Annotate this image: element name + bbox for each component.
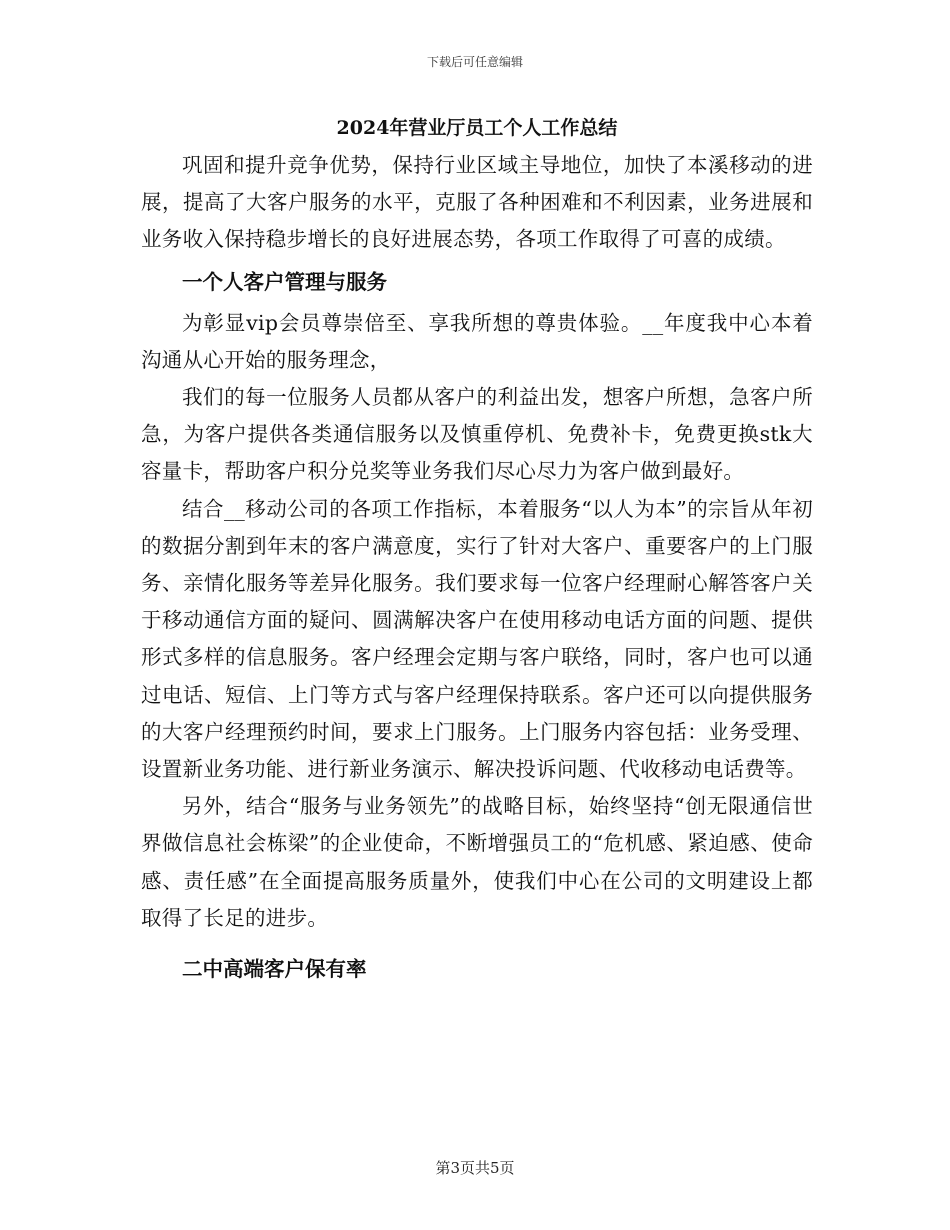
paragraph-company-targets: 结合__移动公司的各项工作指标，本着服务“以人为本”的宗旨从年初的数据分割到年末的客户满意度，实行了针对大客户、重要客户的上门服务、亲情化服务等差异化服务。我们要求每一位客户经理耐心解答客户关于移动通信方面的疑问、圆满解决客户在使用移动电话方面的问题、提供形式多样的信息服务。客户经理会定期与客户联络，同时，客户也可以通过电话、短信、上门等方式与客户经理保持联系。客户还可以向提供服务的大客户经理预约时间，要求上门服务。上门服务内容包括：业务受理、设置新业务功能、进行新业务演示、解决投诉问题、代收移动电话费等。 — [141, 496, 813, 782]
paragraph-vip-experience: 为彰显vip会员尊崇倍至、享我所想的尊贵体验。__年度我中心本着沟通从心开始的服务理念， — [141, 310, 813, 372]
section-heading-retention-rate: 二中高端客户保有率 — [182, 957, 367, 982]
intro-paragraph: 巩固和提升竞争优势，保持行业区域主导地位，加快了本溪移动的进展，提高了大客户服务的水平，克服了各种困难和不利因素，业务进展和业务收入保持稳步增长的良好进展态势，各项工作取得了可喜的成绩。 — [141, 153, 813, 252]
page-header-note: 下载后可任意编辑 — [426, 55, 523, 69]
document-title: 2024年营业厅员工个人工作总结 — [336, 117, 618, 139]
paragraph-service-staff: 我们的每一位服务人员都从客户的利益出发，想客户所想，急客户所急，为客户提供各类通信服务以及慎重停机、免费补卡，免费更换stk大容量卡，帮助客户积分兑奖等业务我们尽心尽力为客户做到最好。 — [141, 385, 813, 484]
paragraph-strategic-goal: 另外，结合“服务与业务领先”的战略目标，始终坚持“创无限通信世界做信息社会栋梁”的企业使命，不断增强员工的“危机感、紧迫感、使命感、责任感”在全面提高服务质量外，使我们中心在公司的文明建设上都取得了长足的进步。 — [141, 794, 813, 930]
page-number-footer: 第3页共5页 — [435, 1159, 515, 1177]
document-body — [141, 109, 813, 989]
section-heading-customer-service: 一个人客户管理与服务 — [182, 269, 387, 294]
